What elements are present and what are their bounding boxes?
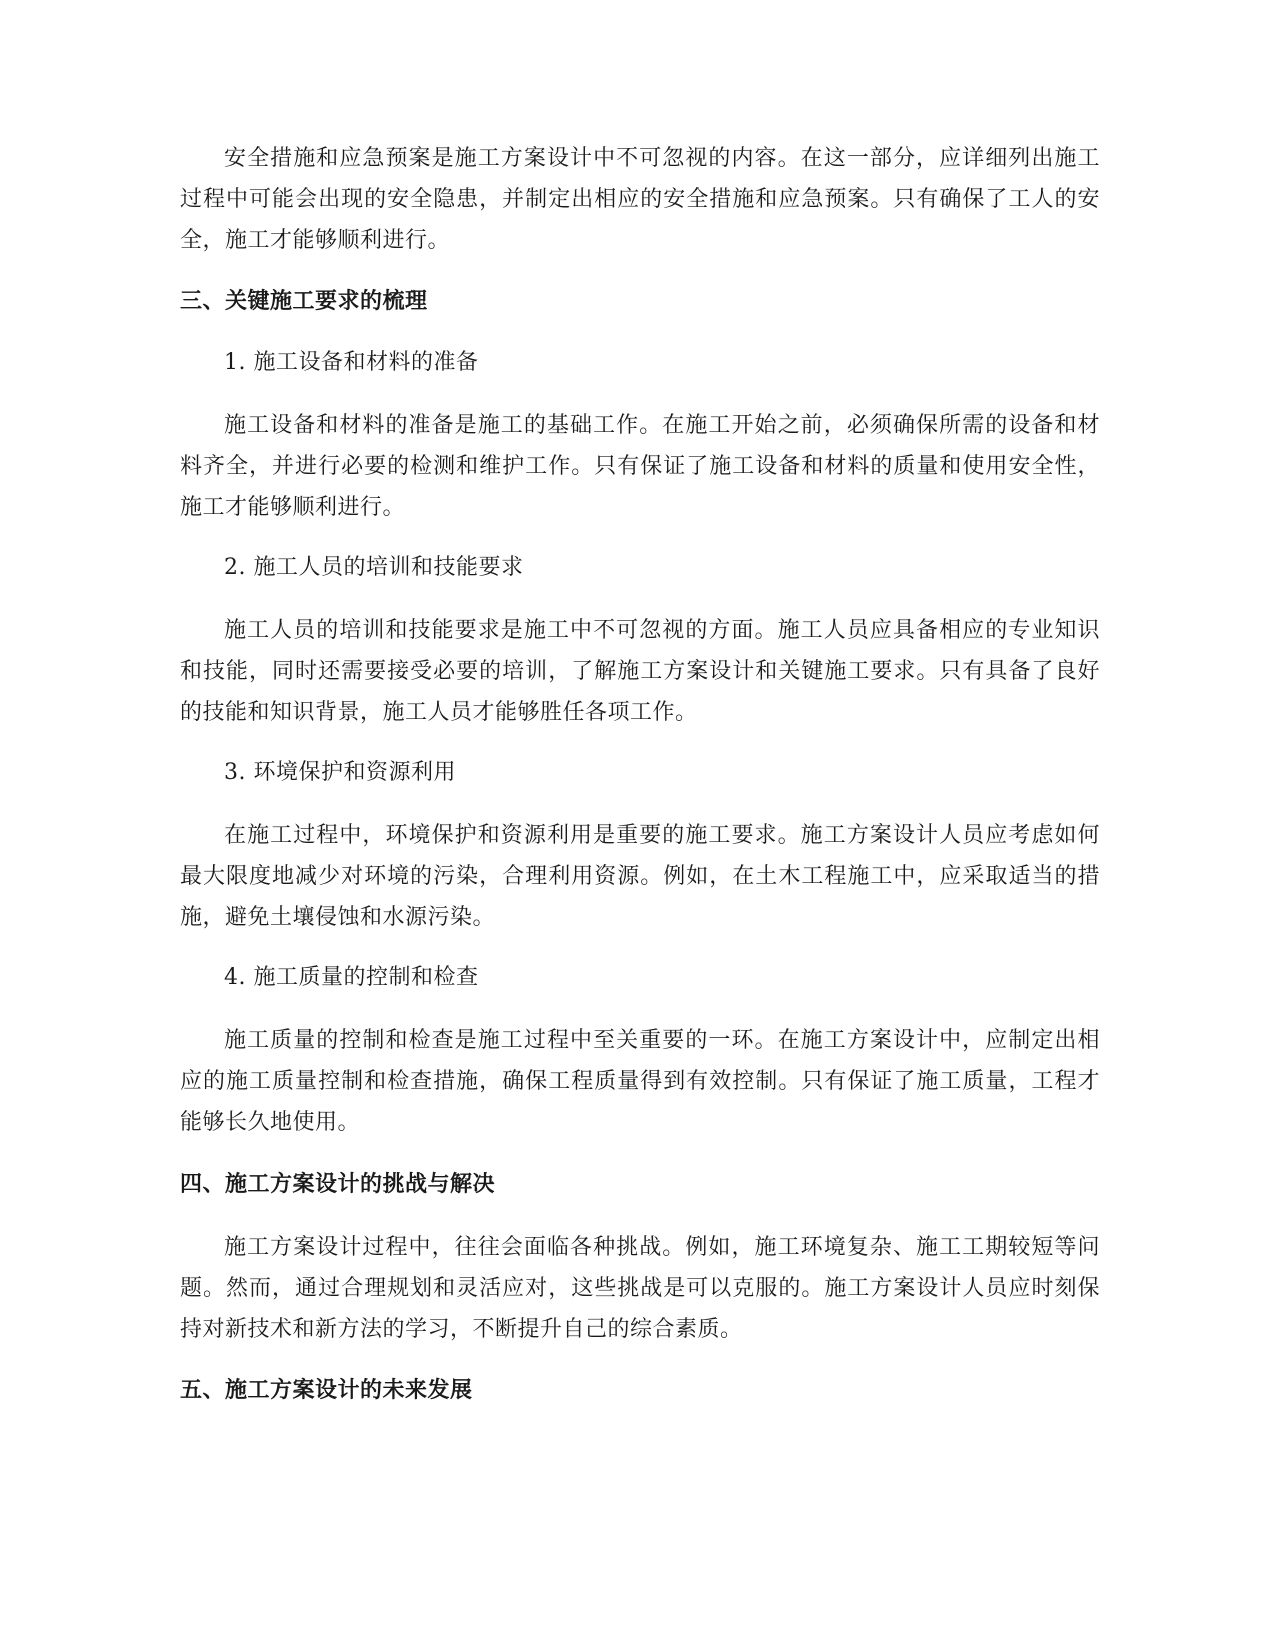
subheading-equipment-materials: 1. 施工设备和材料的准备: [224, 350, 479, 375]
paragraph-environment: 在施工过程中，环境保护和资源利用是重要的施工要求。施工方案设计人员应考虑如何最大限度地减少对环境的污染，合理利用资源。例如，在土木工程施工中，应采取适当的措施，避免土壤侵蚀和水源污染。: [180, 823, 1100, 930]
paragraph-equipment-materials: 施工设备和材料的准备是施工的基础工作。在施工开始之前，必须确保所需的设备和材料齐全，并进行必要的检测和维护工作。只有保证了施工设备和材料的质量和使用安全性，施工才能够顺利进行。: [180, 413, 1100, 520]
paragraph-safety-measures: 安全措施和应急预案是施工方案设计中不可忽视的内容。在这一部分，应详细列出施工过程中可能会出现的安全隐患，并制定出相应的安全措施和应急预案。只有确保了工人的安全，施工才能够顺利进行。: [180, 146, 1100, 253]
subheading-quality-control: 4. 施工质量的控制和检查: [224, 965, 479, 990]
paragraph-staff-training: 施工人员的培训和技能要求是施工中不可忽视的方面。施工人员应具备相应的专业知识和技能，同时还需要接受必要的培训，了解施工方案设计和关键施工要求。只有具备了良好的技能和知识背景，施工人员才能够胜任各项工作。: [180, 618, 1100, 725]
paragraph-quality-control: 施工质量的控制和检查是施工过程中至关重要的一环。在施工方案设计中，应制定出相应的施工质量控制和检查措施，确保工程质量得到有效控制。只有保证了施工质量，工程才能够长久地使用。: [180, 1028, 1100, 1135]
section-heading-5: 五、施工方案设计的未来发展: [180, 1378, 473, 1403]
paragraph-challenges: 施工方案设计过程中，往往会面临各种挑战。例如，施工环境复杂、施工工期较短等问题。然而，通过合理规划和灵活应对，这些挑战是可以克服的。施工方案设计人员应时刻保持对新技术和新方法的学习，不断提升自己的综合素质。: [180, 1235, 1100, 1342]
subheading-environment: 3. 环境保护和资源利用: [224, 760, 456, 785]
section-heading-3: 三、关键施工要求的梳理: [180, 289, 428, 314]
subheading-staff-training: 2. 施工人员的培训和技能要求: [224, 555, 524, 580]
section-heading-4: 四、施工方案设计的挑战与解决: [180, 1172, 496, 1197]
